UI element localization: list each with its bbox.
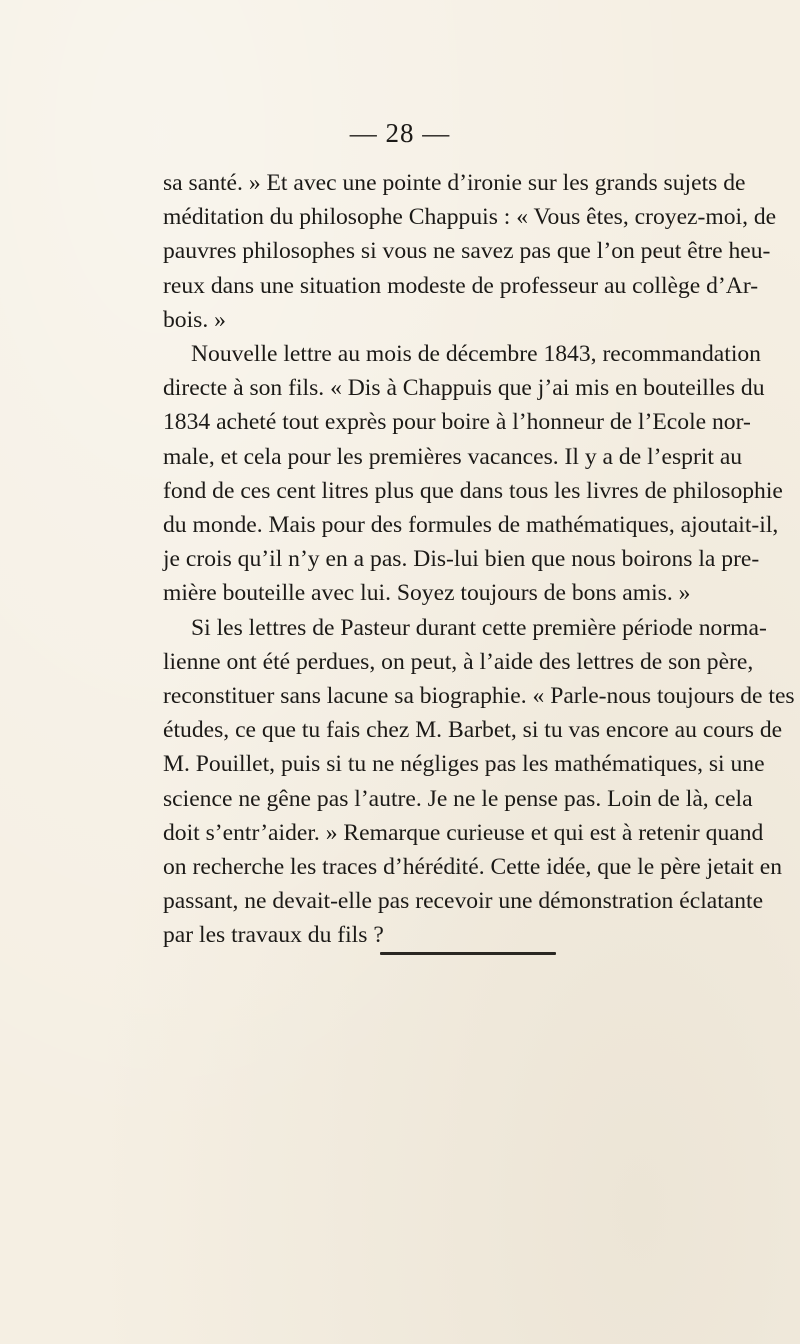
text-line: M. Pouillet, puis si tu ne négliges pas les mathématiques, si une	[163, 751, 765, 778]
body-text	[163, 166, 795, 953]
text-line: fond de ces cent litres plus que dans tous les livres de philosophie	[163, 477, 783, 504]
text-line: pauvres philosophes si vous ne savez pas que l’on peut être heu-	[163, 238, 771, 265]
text-line: Si les lettres de Pasteur durant cette première période norma-	[191, 614, 767, 641]
text-line: male, et cela pour les premières vacances. Il y a de l’esprit au	[163, 443, 743, 470]
section-end-rule	[380, 952, 556, 955]
page-number: — 28 —	[349, 118, 451, 148]
text-line: bois. »	[163, 306, 226, 333]
text-line: mière bouteille avec lui. Soyez toujours de bons amis. »	[163, 580, 691, 607]
text-line: études, ce que tu fais chez M. Barbet, si tu vas encore au cours de	[163, 717, 783, 744]
text-line: on recherche les traces d’hérédité. Cette idée, que le père jetait en	[163, 854, 783, 881]
text-line: passant, ne devait-elle pas recevoir une démonstration éclatante	[163, 888, 764, 915]
text-line: par les travaux du fils ?	[163, 922, 384, 949]
text-line: reconstituer sans lacune sa biographie. « Parle-nous toujours de tes	[163, 683, 795, 710]
text-line: méditation du philosophe Chappuis : « Vous êtes, croyez-moi, de	[163, 204, 777, 231]
text-line: 1834 acheté tout exprès pour boire à l’honneur de l’Ecole nor-	[163, 409, 751, 436]
text-line: science ne gêne pas l’autre. Je ne le pense pas. Loin de là, cela	[163, 785, 753, 812]
text-line: je crois qu’il n’y en a pas. Dis-lui bien que nous boirons la pre-	[163, 546, 760, 573]
text-line: Nouvelle lettre au mois de décembre 1843, recommandation	[191, 341, 761, 368]
text-line: directe à son fils. « Dis à Chappuis que j’ai mis en bouteilles du	[163, 375, 765, 402]
text-line: sa santé. » Et avec une pointe d’ironie sur les grands sujets de	[163, 170, 746, 196]
text-line: lienne ont été perdues, on peut, à l’aide des lettres de son père,	[163, 648, 754, 675]
text-line: du monde. Mais pour des formules de mathématiques, ajoutait-il,	[163, 512, 779, 539]
text-line: doit s’entr’aider. » Remarque curieuse et qui est à retenir quand	[163, 819, 764, 846]
text-line: reux dans une situation modeste de professeur au collège d’Ar-	[163, 272, 759, 299]
